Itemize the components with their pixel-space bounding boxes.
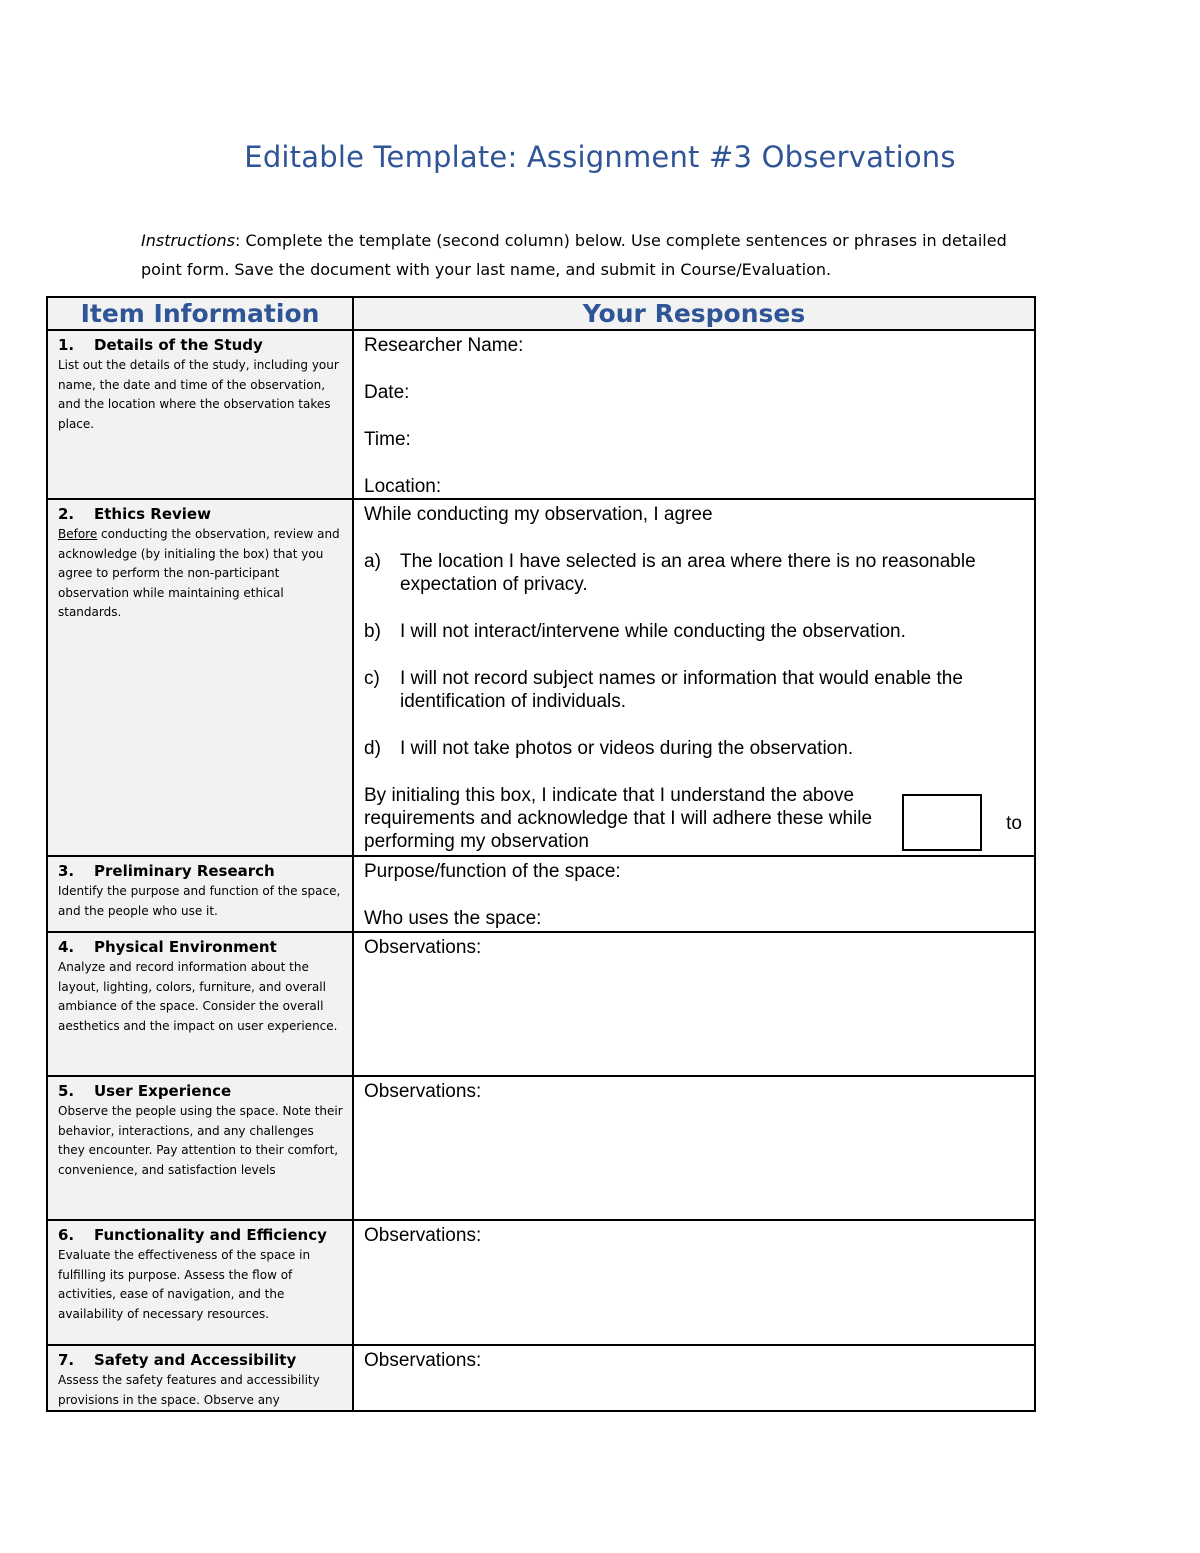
acknowledgement-to: to [1006, 813, 1022, 834]
item-cell-physical [47, 932, 353, 1076]
list-marker: c) [364, 668, 380, 689]
list-marker: d) [364, 738, 381, 759]
response-cell-physical[interactable] [353, 932, 1035, 1076]
header-item-information: Item Information [47, 297, 353, 330]
item-cell-safety [47, 1345, 353, 1411]
item-cell-preliminary [47, 856, 353, 932]
section-description: Assess the safety features and accessibility provisions in the space. Observe any [58, 1373, 320, 1407]
response-cell-functionality[interactable] [353, 1220, 1035, 1345]
field-who-uses: Who uses the space: [364, 908, 542, 929]
list-item [364, 737, 1024, 760]
field-observations: Observations: [364, 1081, 482, 1102]
list-text: I will not take photos or videos during the observation. [400, 738, 854, 759]
page-title: Editable Template: Assignment #3 Observations [244, 140, 956, 174]
field-date: Date: [364, 382, 410, 403]
list-item [364, 550, 1024, 596]
observation-template-table [46, 296, 1036, 1412]
list-text: I will not record subject names or information that would enable the identification of individuals. [400, 668, 963, 712]
section-number: 1. [58, 336, 75, 354]
response-cell-details[interactable] [353, 330, 1035, 499]
list-item [364, 667, 1024, 713]
field-time: Time: [364, 429, 411, 450]
section-title: Physical Environment [94, 938, 277, 956]
list-marker: b) [364, 621, 381, 642]
field-location: Location: [364, 476, 442, 497]
section-number: 3. [58, 862, 75, 880]
section-description: Observe the people using the space. Note their behavior, interactions, and any challenges they encounter. Pay attention to their comfort, convenience, and satisfaction levels [58, 1104, 343, 1177]
section-title: Details of the Study [94, 336, 263, 354]
list-text: The location I have selected is an area where there is no reasonable expectation of privacy. [400, 551, 976, 595]
section-description [58, 525, 344, 623]
table-row [47, 1220, 1035, 1345]
acknowledgement-text: By initialing this box, I indicate that I understand the above requirements and acknowledge that I will adhere these while performing my observation [364, 785, 873, 852]
instructions-label: Instructions [141, 231, 235, 250]
section-title: Safety and Accessibility [94, 1351, 297, 1369]
section-title: Functionality and Efficiency [94, 1226, 327, 1244]
list-item [364, 620, 1024, 643]
field-researcher-name: Researcher Name: [364, 335, 524, 356]
table-row [47, 499, 1035, 856]
table-row [47, 932, 1035, 1076]
list-text: I will not interact/intervene while conducting the observation. [400, 621, 906, 642]
item-cell-user-experience [47, 1076, 353, 1220]
section-number: 4. [58, 938, 75, 956]
section-title: User Experience [94, 1082, 232, 1100]
table-row [47, 1345, 1035, 1411]
list-marker: a) [364, 551, 381, 572]
field-observations: Observations: [364, 1350, 482, 1371]
table-row [47, 856, 1035, 932]
field-purpose: Purpose/function of the space: [364, 861, 621, 882]
table-row [47, 330, 1035, 499]
response-cell-ethics [353, 499, 1035, 856]
item-cell-functionality [47, 1220, 353, 1345]
section-description: Evaluate the effectiveness of the space in fulfilling its purpose. Assess the flow of activities, ease of navigation, and the availability of necessary resources. [58, 1248, 311, 1321]
section-number: 7. [58, 1351, 75, 1369]
ethics-intro: While conducting my observation, I agree [364, 504, 713, 525]
section-description: List out the details of the study, including your name, the date and time of the observation, and the location where the observation takes place. [58, 358, 339, 431]
response-cell-safety[interactable] [353, 1345, 1035, 1411]
section-title: Ethics Review [94, 505, 211, 523]
section-number: 2. [58, 505, 75, 523]
field-observations: Observations: [364, 937, 482, 958]
instructions-text: : Complete the template (second column) below. Use complete sentences or phrases in detailed point form. Save the document with your last name, and submit in Course/Evaluation. [141, 231, 1007, 279]
header-row [47, 297, 1035, 330]
section-description: Analyze and record information about the layout, lighting, colors, furniture, and overall ambiance of the space. Consider the overall aesthetics and the impact on user experience. [58, 960, 338, 1033]
section-description-text: conducting the observation, review and acknowledge (by initialing the box) that you agree to perform the non-participant observation while maintaining ethical standards. [58, 527, 340, 619]
item-cell-details [47, 330, 353, 499]
section-number: 6. [58, 1226, 75, 1244]
underlined-word: Before [58, 527, 98, 541]
section-title: Preliminary Research [94, 862, 275, 880]
header-your-responses: Your Responses [353, 297, 1035, 330]
item-cell-ethics [47, 499, 353, 856]
response-cell-user-experience[interactable] [353, 1076, 1035, 1220]
response-cell-preliminary[interactable] [353, 856, 1035, 932]
section-description: Identify the purpose and function of the space, and the people who use it. [58, 884, 341, 918]
table-row [47, 1076, 1035, 1220]
initials-box[interactable] [902, 794, 982, 851]
field-observations: Observations: [364, 1225, 482, 1246]
section-number: 5. [58, 1082, 75, 1100]
instructions [141, 226, 1041, 284]
